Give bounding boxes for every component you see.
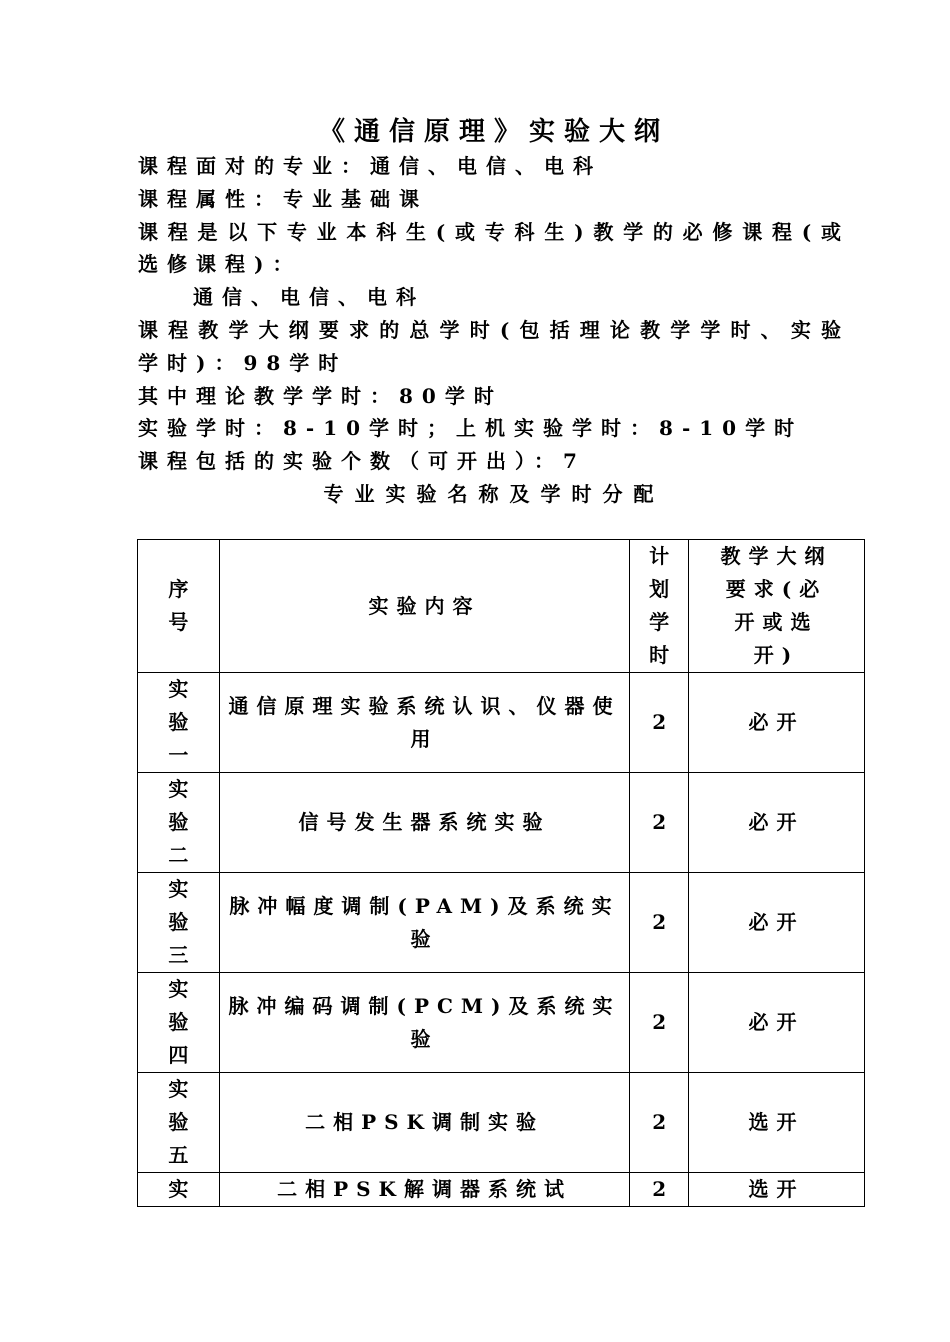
cell-requirement: 必开 [688, 973, 864, 1073]
cell-hours: 2 [630, 773, 689, 873]
cell-seq: 实验三 [138, 873, 220, 973]
cell-requirement: 必开 [688, 773, 864, 873]
header-content: 实验内容 [219, 540, 630, 673]
cell-content: 二相PSK解调器系统试 [219, 1173, 630, 1207]
document-body [138, 114, 850, 510]
cell-content: 脉冲幅度调制(PAM)及系统实验 [219, 873, 630, 973]
cell-requirement: 必开 [688, 873, 864, 973]
table-row [138, 673, 865, 773]
table-title: 专业实验名称及学时分配 [323, 481, 665, 506]
cell-content: 信号发生器系统实验 [219, 773, 630, 873]
theory-hours-line: 其中理论教学学时：80学时 [138, 383, 503, 408]
cell-seq: 实 [138, 1173, 220, 1207]
experiment-table [137, 539, 865, 1207]
total-hours-line: 课程教学大纲要求的总学时(包括理论教学学时、实验学时)：98学时 [138, 317, 850, 375]
cell-content: 二相PSK调制实验 [219, 1073, 630, 1173]
header-seq: 序号 [138, 540, 220, 673]
table-row [138, 1073, 865, 1173]
cell-requirement: 必开 [688, 673, 864, 773]
header-requirement: 教学大纲要求(必开或选开) [688, 540, 864, 673]
header-hours: 计划学时 [630, 540, 689, 673]
cell-hours: 2 [630, 1073, 689, 1173]
cell-seq: 实验一 [138, 673, 220, 773]
document-title: 《通信原理》实验大纲 [318, 117, 669, 147]
cell-content: 通信原理实验系统认识、仪器使用 [219, 673, 630, 773]
attribute-line: 课程属性：专业基础课 [138, 186, 428, 211]
table-row [138, 873, 865, 973]
cell-hours: 2 [630, 673, 689, 773]
table-header-row [138, 540, 865, 673]
table-row [138, 973, 865, 1073]
experiment-count-line: 课程包括的实验个数（可开出）：7 [138, 449, 586, 474]
cell-requirement: 选开 [688, 1073, 864, 1173]
major-line: 课程面对的专业：通信、电信、电科 [138, 154, 602, 178]
table-row [138, 1173, 865, 1207]
required-course-line: 课程是以下专业本科生(或专科生)教学的必修课程(或选修课程)： [138, 219, 850, 277]
cell-seq: 实验四 [138, 973, 220, 1073]
cell-hours: 2 [630, 973, 689, 1073]
cell-seq: 实验二 [138, 773, 220, 873]
cell-requirement: 选开 [688, 1173, 864, 1207]
cell-content: 脉冲编码调制(PCM)及系统实验 [219, 973, 630, 1073]
cell-seq: 实验五 [138, 1073, 220, 1173]
cell-hours: 2 [630, 1173, 689, 1207]
lab-hours-line: 实验学时：8-10学时；上机实验学时：8-10学时 [138, 416, 804, 441]
table-row [138, 773, 865, 873]
cell-hours: 2 [630, 873, 689, 973]
majors-list-line: 通信、电信、电科 [193, 285, 425, 310]
